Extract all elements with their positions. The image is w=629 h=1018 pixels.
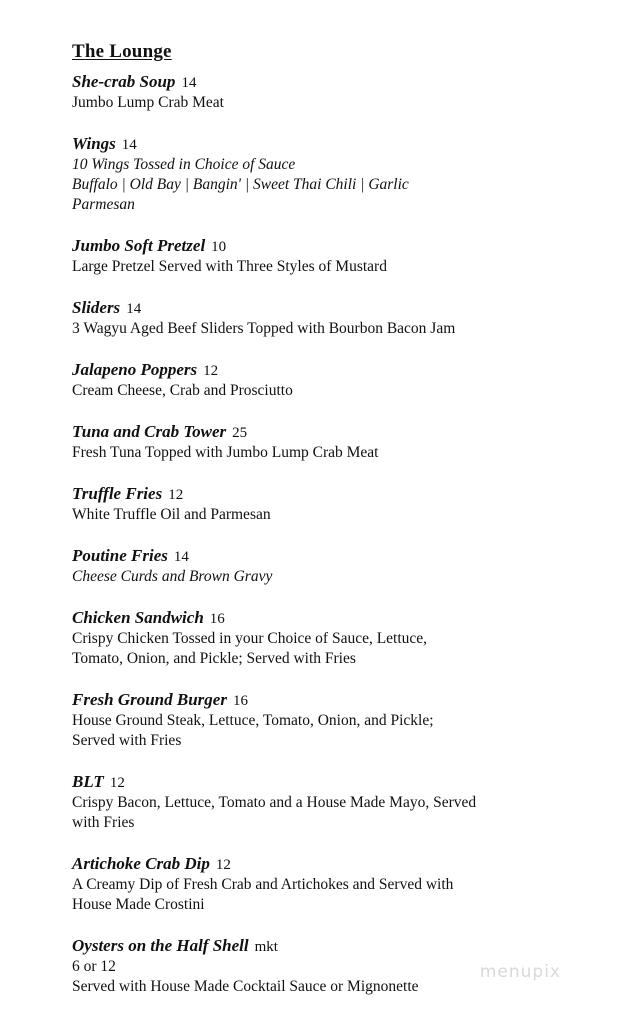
menu-item-name: Artichoke Crab Dip xyxy=(72,854,210,873)
menu-item-description: Served with House Made Cocktail Sauce or Mignonette xyxy=(72,978,419,995)
menu-item-price: 12 xyxy=(203,363,219,379)
menu-item-price: 14 xyxy=(126,301,142,317)
menu-item-description: Large Pretzel Served with Three Styles of Mustard xyxy=(72,258,387,275)
menu-item-description: House Made Crostini xyxy=(72,896,205,913)
menu-item-name: BLT xyxy=(72,772,104,791)
menu-page xyxy=(72,40,612,1018)
menu-item-header xyxy=(72,72,612,93)
menu-item xyxy=(72,298,612,339)
menu-item-name: She-crab Soup xyxy=(72,72,176,91)
menu-item-price: 12 xyxy=(215,857,231,873)
menu-item-description: A Creamy Dip of Fresh Crab and Artichokes and Served with xyxy=(72,876,454,893)
menu-item-header xyxy=(72,690,612,711)
menu-item xyxy=(72,72,612,113)
menu-item-header xyxy=(72,236,612,257)
menu-item-header xyxy=(72,546,612,567)
menu-item-price: 25 xyxy=(232,425,248,441)
menu-item-name: Jumbo Soft Pretzel xyxy=(72,236,206,255)
watermark: menupix xyxy=(479,962,561,982)
menu-item-header xyxy=(72,360,612,381)
menu-item-name: Truffle Fries xyxy=(72,484,163,503)
menu-item-description: Fresh Tuna Topped with Jumbo Lump Crab Meat xyxy=(72,444,379,461)
menu-item xyxy=(72,360,612,401)
menu-item-description: Buffalo | Old Bay | Bangin' | Sweet Thai Chili | Garlic xyxy=(72,176,409,193)
menu-item-header xyxy=(72,484,612,505)
menu-item-price: mkt xyxy=(254,939,278,955)
menu-item-price: 16 xyxy=(209,611,225,627)
menu-item-description: Jumbo Lump Crab Meat xyxy=(72,94,224,111)
menu-item-price: 12 xyxy=(109,775,125,791)
menu-item xyxy=(72,608,612,669)
menu-item-price: 14 xyxy=(121,137,137,153)
menu-item-name: Chicken Sandwich xyxy=(72,608,204,627)
menu-item-name: Fresh Ground Burger xyxy=(72,690,227,709)
menu-item-name: Wings xyxy=(72,134,116,153)
menu-item-header xyxy=(72,772,612,793)
menu-item-name: Tuna and Crab Tower xyxy=(72,422,227,441)
menu-item-description: Cheese Curds and Brown Gravy xyxy=(72,568,273,585)
menu-item-name: Poutine Fries xyxy=(72,546,168,565)
menu-item-name: Jalapeno Poppers xyxy=(72,360,198,379)
menu-item-description: Parmesan xyxy=(72,196,135,213)
menu-item xyxy=(72,690,612,751)
menu-item-description: 3 Wagyu Aged Beef Sliders Topped with Bourbon Bacon Jam xyxy=(72,320,456,337)
menu-item xyxy=(72,854,612,915)
menu-item-description: House Ground Steak, Lettuce, Tomato, Onion, and Pickle; xyxy=(72,712,434,729)
menu-item-price: 10 xyxy=(211,239,227,255)
menu-item-description: 6 or 12 xyxy=(72,958,116,975)
menu-item-description: Served with Fries xyxy=(72,732,182,749)
menu-item-name: Oysters on the Half Shell xyxy=(72,936,249,955)
menu-item-price: 16 xyxy=(232,693,248,709)
menu-item-header xyxy=(72,422,612,443)
menu-item-description: White Truffle Oil and Parmesan xyxy=(72,506,271,523)
menu-item-description: Tomato, Onion, and Pickle; Served with Fries xyxy=(72,650,356,667)
menu-item-header xyxy=(72,854,612,875)
menu-item xyxy=(72,422,612,463)
menu-item-price: 14 xyxy=(181,75,197,91)
menu-item-description: 10 Wings Tossed in Choice of Sauce xyxy=(72,156,296,173)
menu-item-header xyxy=(72,936,612,957)
menu-item xyxy=(72,546,612,587)
menu-item-list xyxy=(72,72,612,997)
menu-item xyxy=(72,236,612,277)
menu-item-description: Cream Cheese, Crab and Prosciutto xyxy=(72,382,293,399)
menu-item-description: Crispy Bacon, Lettuce, Tomato and a House Made Mayo, Served xyxy=(72,794,477,811)
menu-item xyxy=(72,134,612,215)
menu-item-price: 12 xyxy=(168,487,184,503)
menu-item-name: Sliders xyxy=(72,298,121,317)
section-title: The Lounge xyxy=(72,41,172,62)
menu-item-header xyxy=(72,134,612,155)
menu-item-description: with Fries xyxy=(72,814,135,831)
menu-item-description: Crispy Chicken Tossed in your Choice of Sauce, Lettuce, xyxy=(72,630,428,647)
menu-item xyxy=(72,484,612,525)
menu-item-price: 14 xyxy=(173,549,189,565)
menu-item-header xyxy=(72,608,612,629)
menu-item-header xyxy=(72,298,612,319)
menu-item xyxy=(72,772,612,833)
